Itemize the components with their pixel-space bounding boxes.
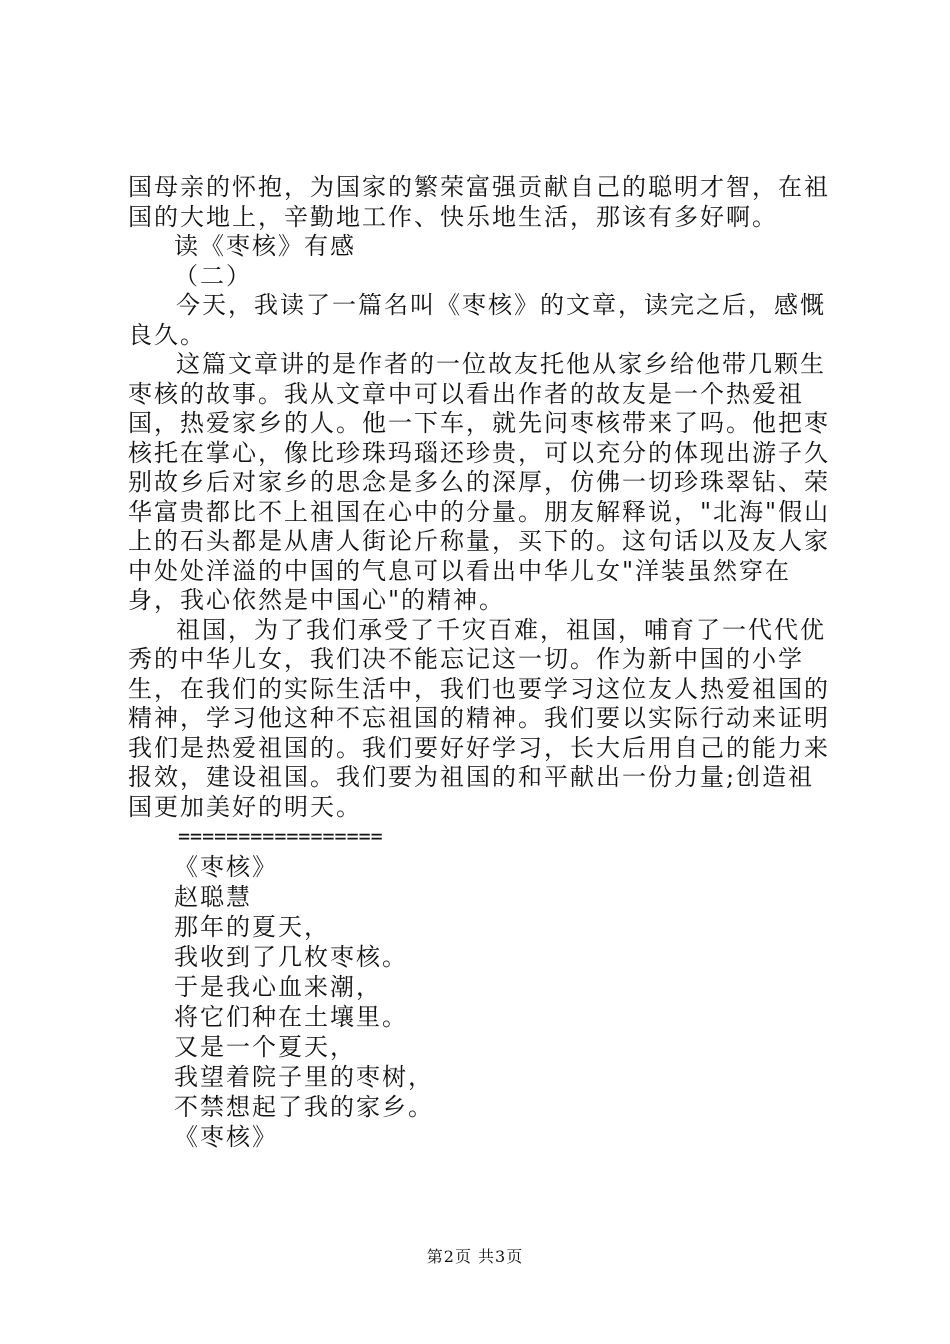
poem-title: 《枣核》	[174, 852, 278, 881]
poem-line: 那年的夏天，	[174, 912, 330, 941]
poem-author: 赵聪慧	[174, 882, 252, 911]
poem-line: 我望着院子里的枣树，	[174, 1062, 434, 1091]
paragraph-conclusion: 祖国，为了我们承受了千灾百难，祖国，哺育了一代代优秀的中华儿女，我们决不能忘记这一切。作为新中国的小学生，在我们的实际生活中，我们也要学习这位友人热爱祖国的精神，学习他这种不忘祖国的精神。我们要以实际行动来证明我们是热爱祖国的。我们要好好学习，长大后用自己的能力来报效，建设祖国。我们要为祖国的和平献出一份力量;创造祖国更加美好的明天。	[128, 615, 830, 821]
poem-closing-title: 《枣核》	[174, 1122, 278, 1151]
poem-line: 我收到了几枚枣核。	[174, 942, 408, 971]
paragraph-intro: 今天，我读了一篇名叫《枣核》的文章，读完之后，感慨良久。	[128, 291, 826, 349]
document-body	[128, 173, 838, 1152]
section-divider: =================	[178, 824, 383, 848]
poem-line: 不禁想起了我的家乡。	[174, 1092, 434, 1121]
poem-line: 将它们种在土壤里。	[174, 1002, 408, 1031]
essay-subtitle: （二）	[174, 261, 252, 290]
page-footer: 第2页 共3页	[426, 1247, 524, 1266]
paragraph-story: 这篇文章讲的是作者的一位故友托他从家乡给他带几颗生枣核的故事。我从文章中可以看出作者的故友是一个热爱祖国，热爱家乡的人。他一下车，就先问枣核带来了吗。他把枣核托在掌心，像比珍珠玛瑙还珍贵，可以充分的体现出游子久别故乡后对家乡的思念是多么的深厚，仿佛一切珍珠翠钻、荣华富贵都比不上祖国在心中的分量。朋友解释说，"北海"假山上的石头都是从唐人街论斤称量，买下的。这句话以及友人家中处处洋溢的中国的气息可以看出中华儿女"洋装虽然穿在身，我心依然是中国心"的精神。	[128, 350, 831, 614]
paragraph-continuation: 国母亲的怀抱，为国家的繁荣富强贡献自己的聪明才智，在祖国的大地上，辛勤地工作、快乐地生活，那该有多好啊。	[128, 173, 830, 231]
poem-line: 于是我心血来潮，	[174, 972, 382, 1001]
essay-title: 读《枣核》有感	[174, 232, 356, 260]
poem-line: 又是一个夏天，	[174, 1032, 356, 1061]
